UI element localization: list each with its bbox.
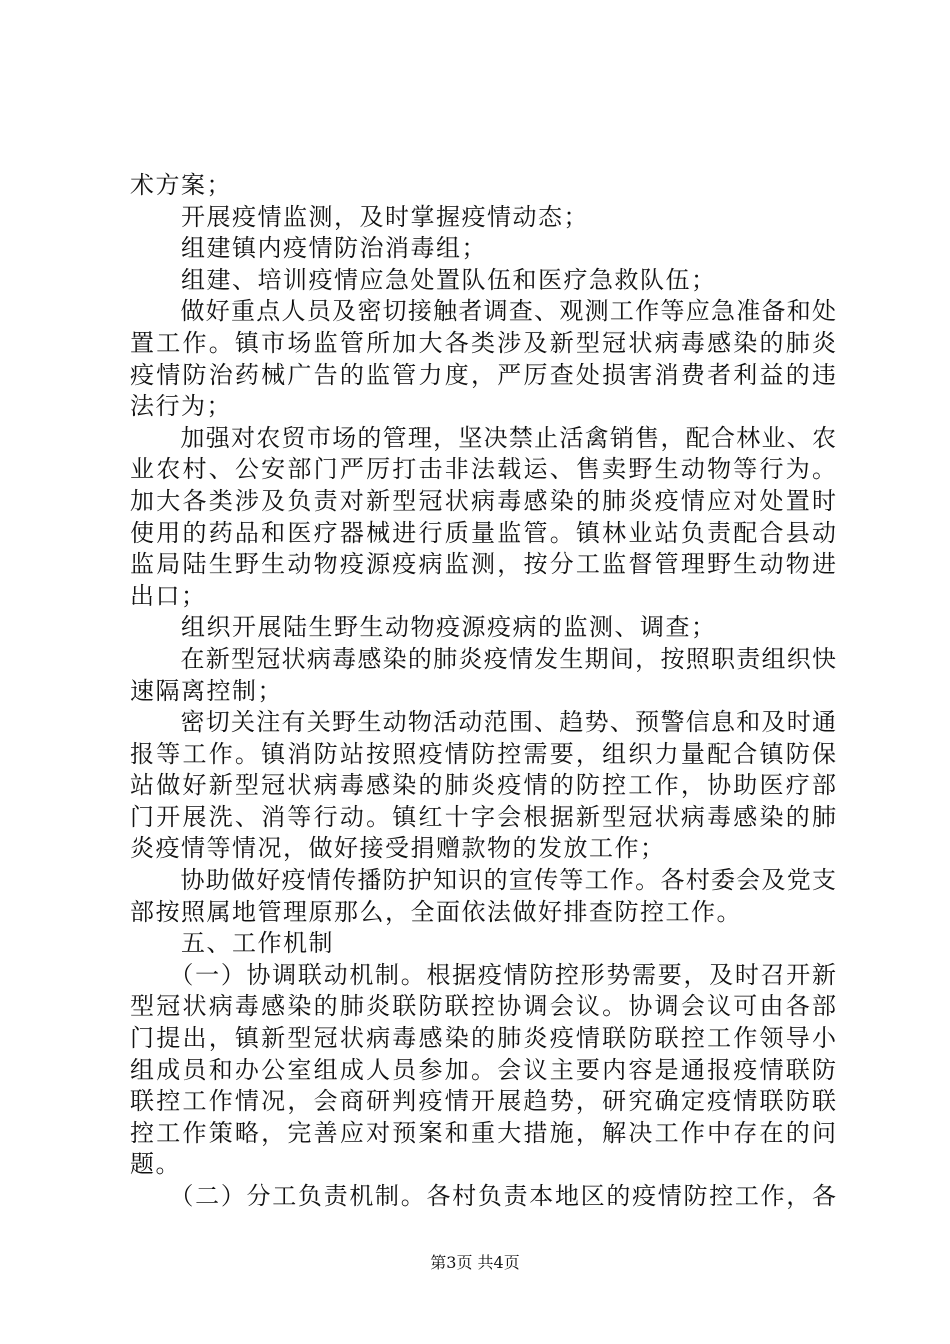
text-line: 置工作。镇市场监管所加大各类涉及新型冠状病毒感染的肺炎 [130,328,836,357]
text-line: 疫情防治药械广告的监管力度，严厉查处损害消费者利益的违 [130,360,836,389]
text-line: 密切关注有关野生动物活动范围、趋势、预警信息和及时通 [130,708,836,737]
text-line: 组建镇内疫情防治消毒组； [130,234,487,263]
text-line: 速隔离控制； [130,676,283,705]
text-line: 站做好新型冠状病毒感染的肺炎疫情的防控工作，协助医疗部 [130,771,836,800]
text-line: 联控工作情况，会商研判疫情开展趋势，研究确定疫情联防联 [130,1087,836,1116]
text-line: （一）协调联动机制。根据疫情防控形势需要，及时召开新 [130,960,836,989]
text-line: 型冠状病毒感染的肺炎联防联控协调会议。协调会议可由各部 [130,992,836,1021]
text-line: 监局陆生野生动物疫源疫病监测，按分工监督管理野生动物进 [130,550,836,579]
text-line: 控工作策略，完善应对预案和重大措施，解决工作中存在的问 [130,1118,836,1147]
text-line: 在新型冠状病毒感染的肺炎疫情发生期间，按照职责组织快 [130,644,836,673]
page-footer: 第3页 共4页 [430,1253,520,1272]
text-line: 炎疫情等情况，做好接受捐赠款物的发放工作； [130,834,666,863]
text-line: 报等工作。镇消防站按照疫情防控需要，组织力量配合镇防保 [130,739,836,768]
text-line: （二）分工负责机制。各村负责本地区的疫情防控工作，各 [130,1182,836,1210]
text-line: 加强对农贸市场的管理，坚决禁止活禽销售，配合林业、农 [130,423,836,452]
text-line: 法行为； [130,392,232,421]
text-line: 组织开展陆生野生动物疫源疫病的监测、调查； [130,613,717,642]
text-line: 使用的药品和医疗器械进行质量监管。镇林业站负责配合县动 [130,518,836,547]
text-line: 开展疫情监测，及时掌握疫情动态； [130,202,589,231]
text-line: 门提出，镇新型冠状病毒感染的肺炎疫情联防联控工作领导小 [130,1024,836,1053]
text-line: 部按照属地管理原那么，全面依法做好排查防控工作。 [130,897,742,926]
document-body [130,170,836,1213]
text-line: 组建、培训疫情应急处置队伍和医疗急救队伍； [130,265,717,294]
text-line: 五、工作机制 [130,929,334,958]
text-line: 门开展洗、消等行动。镇红十字会根据新型冠状病毒感染的肺 [130,802,836,831]
text-line: 加大各类涉及负责对新型冠状病毒感染的肺炎疫情应对处置时 [130,486,836,515]
text-line: 出口； [130,581,207,610]
text-line: 题。 [130,1150,181,1179]
text-line: 术方案； [130,171,232,199]
text-line: 协助做好疫情传播防护知识的宣传等工作。各村委会及党支 [130,866,836,895]
text-line: 做好重点人员及密切接触者调查、观测工作等应急准备和处 [130,297,836,326]
text-line: 组成员和办公室组成人员参加。会议主要内容是通报疫情联防 [130,1055,836,1084]
text-line: 业农村、公安部门严厉打击非法载运、售卖野生动物等行为。 [130,455,836,484]
